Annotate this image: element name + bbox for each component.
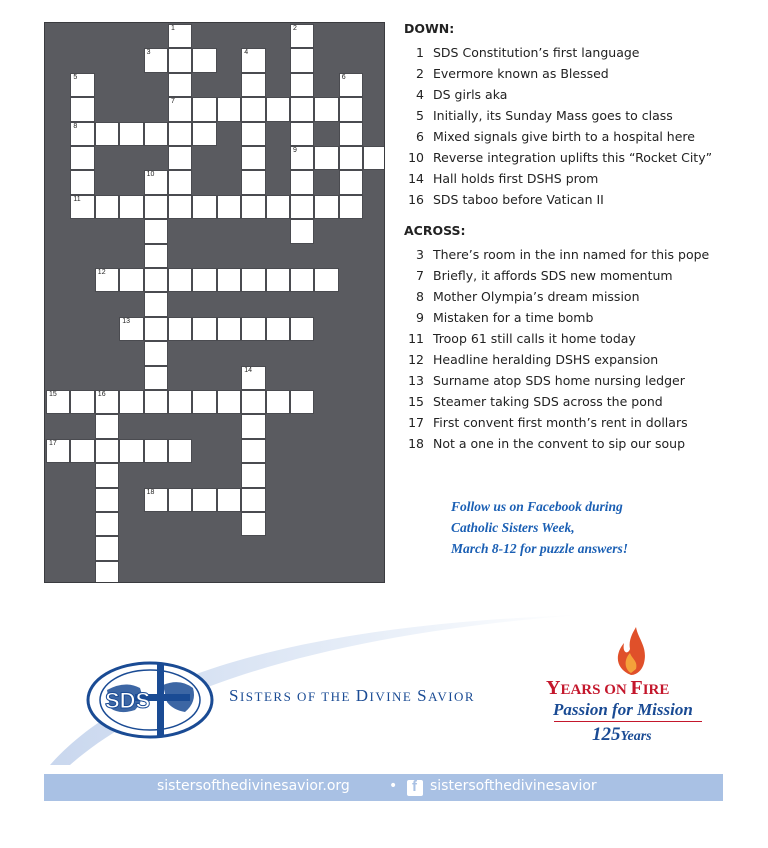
grid-cell[interactable] — [95, 414, 119, 438]
grid-cell[interactable] — [217, 97, 241, 121]
down-clue — [400, 147, 740, 168]
grid-cell[interactable] — [168, 268, 192, 292]
grid-cell[interactable] — [241, 439, 265, 463]
grid-cell[interactable] — [290, 170, 314, 194]
grid-cell[interactable] — [144, 488, 168, 512]
clue-number: 18 — [146, 488, 155, 496]
clue-num: 1 — [416, 45, 424, 60]
grid-cell[interactable] — [95, 561, 119, 583]
grid-cell[interactable] — [144, 195, 168, 219]
across-clue — [400, 433, 740, 454]
grid-cell[interactable] — [168, 97, 192, 121]
grid-cell[interactable] — [70, 195, 94, 219]
grid-cell[interactable] — [266, 390, 290, 414]
grid-cell[interactable] — [119, 317, 143, 341]
passion-for-mission: Passion for Mission — [553, 700, 693, 719]
anniversary-years: 125Years — [592, 724, 652, 745]
grid-cell[interactable] — [241, 195, 265, 219]
across-clue — [400, 370, 740, 391]
clue-number: 11 — [73, 195, 81, 203]
promo-line-3: March 8-12 for puzzle answers! — [451, 541, 629, 556]
grid-cell[interactable] — [290, 48, 314, 72]
grid-cell[interactable] — [363, 146, 385, 170]
footer-bar — [44, 774, 723, 801]
grid-cell[interactable] — [70, 390, 94, 414]
grid-cell[interactable] — [339, 73, 363, 97]
clue-text: Not a one in the convent to sip our soup — [433, 436, 686, 451]
clue-num: 8 — [416, 289, 424, 304]
across-heading: ACROSS: — [404, 223, 466, 238]
grid-cell[interactable] — [290, 195, 314, 219]
clue-number: 8 — [73, 122, 78, 130]
grid-cell[interactable] — [241, 146, 265, 170]
clue-text: Briefly, it affords SDS new momentum — [433, 268, 673, 283]
grid-cell[interactable] — [241, 414, 265, 438]
clue-text: Steamer taking SDS across the pond — [433, 394, 663, 409]
across-clue — [400, 412, 740, 433]
grid-cell[interactable] — [95, 512, 119, 536]
clue-num: 10 — [408, 150, 424, 165]
clue-num: 13 — [408, 373, 424, 388]
grid-cell[interactable] — [192, 317, 216, 341]
clue-text: Surname atop SDS home nursing ledger — [433, 373, 685, 388]
grid-cell[interactable] — [119, 390, 143, 414]
clue-text: Evermore known as Blessed — [433, 66, 609, 81]
grid-cell[interactable] — [314, 268, 338, 292]
grid-cell[interactable] — [168, 317, 192, 341]
clue-number: 9 — [293, 147, 297, 154]
grid-cell[interactable] — [314, 195, 338, 219]
website-link[interactable]: sistersofthedivinesavior.org — [157, 778, 350, 794]
grid-cell[interactable] — [192, 195, 216, 219]
clue-number: 5 — [73, 73, 78, 81]
down-clue — [400, 84, 740, 105]
grid-cell[interactable] — [168, 48, 192, 72]
clue-text: Hall holds first DSHS prom — [433, 171, 599, 186]
clue-text: Headline heralding DSHS expansion — [433, 352, 659, 367]
down-heading: DOWN: — [404, 21, 455, 36]
grid-cell[interactable] — [339, 195, 363, 219]
clue-number: 1 — [171, 25, 175, 32]
grid-cell[interactable] — [290, 97, 314, 121]
clue-num: 9 — [416, 310, 424, 325]
grid-cell[interactable] — [217, 195, 241, 219]
crossword-grid — [44, 22, 385, 583]
clue-number: 6 — [341, 73, 346, 81]
across-clue — [400, 265, 740, 286]
grid-cell[interactable] — [217, 488, 241, 512]
clue-text: SDS Constitution’s first language — [433, 45, 640, 60]
grid-cell[interactable] — [217, 317, 241, 341]
grid-cell[interactable] — [192, 268, 216, 292]
grid-cell[interactable] — [339, 97, 363, 121]
grid-cell[interactable] — [95, 122, 119, 146]
grid-cell[interactable] — [339, 170, 363, 194]
grid-cell[interactable] — [95, 195, 119, 219]
clue-text: SDS taboo before Vatican II — [433, 192, 604, 207]
grid-cell[interactable] — [314, 146, 338, 170]
grid-cell[interactable] — [241, 317, 265, 341]
clue-number: 16 — [97, 391, 106, 398]
grid-cell[interactable] — [266, 195, 290, 219]
clue-num: 17 — [408, 415, 424, 430]
organization-name: SISTERS OF THE DIVINE SAVIOR — [229, 686, 476, 705]
grid-cell[interactable] — [144, 244, 168, 268]
grid-cell[interactable] — [266, 97, 290, 121]
grid-cell[interactable] — [168, 195, 192, 219]
grid-cell[interactable] — [266, 317, 290, 341]
grid-cell[interactable] — [192, 488, 216, 512]
clue-num: 7 — [416, 268, 424, 283]
grid-cell[interactable] — [70, 439, 94, 463]
grid-cell[interactable] — [95, 488, 119, 512]
grid-cell[interactable] — [241, 268, 265, 292]
grid-cell[interactable] — [144, 219, 168, 243]
footer-separator: • — [389, 778, 398, 794]
clue-num: 18 — [408, 436, 424, 451]
clue-num: 14 — [408, 171, 424, 186]
clue-number: 4 — [244, 49, 249, 57]
clue-number: 13 — [122, 317, 130, 325]
clue-num: 16 — [408, 192, 424, 207]
grid-cell[interactable] — [144, 341, 168, 365]
flame-icon — [612, 625, 650, 677]
grid-cell[interactable] — [241, 366, 265, 390]
down-clue — [400, 168, 740, 189]
across-clue — [400, 307, 740, 328]
sds-globe-logo — [85, 660, 215, 740]
clue-text: Mixed signals give birth to a hospital here — [433, 129, 695, 144]
grid-cell[interactable] — [70, 73, 94, 97]
grid-cell[interactable] — [241, 463, 265, 487]
grid-cell[interactable] — [119, 439, 143, 463]
grid-cell[interactable] — [168, 122, 192, 146]
grid-cell[interactable] — [192, 97, 216, 121]
grid-cell[interactable] — [168, 390, 192, 414]
across-clue — [400, 244, 740, 265]
grid-cell[interactable] — [192, 390, 216, 414]
clue-text: Reverse integration uplifts this “Rocket City” — [433, 150, 713, 165]
grid-cell[interactable] — [70, 146, 94, 170]
grid-cell[interactable] — [266, 268, 290, 292]
grid-cell[interactable] — [46, 439, 70, 463]
clue-num: 6 — [416, 129, 424, 144]
grid-cell[interactable] — [217, 390, 241, 414]
grid-cell[interactable] — [290, 317, 314, 341]
grid-cell[interactable] — [70, 97, 94, 121]
promo-line-2: Catholic Sisters Week, — [451, 520, 575, 535]
grid-cell[interactable] — [192, 122, 216, 146]
grid-cell[interactable] — [144, 268, 168, 292]
grid-cell[interactable] — [241, 512, 265, 536]
grid-cell[interactable] — [168, 24, 192, 48]
years-on-fire-title: YEARS ON FIRE — [546, 677, 670, 699]
clue-num: 3 — [416, 247, 424, 262]
clue-text: First convent first month’s rent in dollars — [433, 415, 688, 430]
across-clue — [400, 328, 740, 349]
grid-cell[interactable] — [144, 122, 168, 146]
grid-cell[interactable] — [241, 97, 265, 121]
clue-number: 10 — [146, 171, 155, 179]
grid-cell[interactable] — [168, 146, 192, 170]
clue-num: 5 — [416, 108, 424, 123]
grid-cell[interactable] — [290, 390, 314, 414]
grid-cell[interactable] — [168, 170, 192, 194]
clue-num: 12 — [408, 352, 424, 367]
grid-cell[interactable] — [144, 390, 168, 414]
down-clue — [400, 63, 740, 84]
across-clue — [400, 349, 740, 370]
grid-cell[interactable] — [241, 488, 265, 512]
grid-cell[interactable] — [70, 122, 94, 146]
divider-line — [554, 721, 702, 722]
grid-cell[interactable] — [119, 122, 143, 146]
clue-text: DS girls aka — [433, 87, 508, 102]
grid-cell[interactable] — [339, 122, 363, 146]
grid-cell[interactable] — [290, 73, 314, 97]
grid-cell[interactable] — [168, 73, 192, 97]
grid-cell[interactable] — [241, 390, 265, 414]
grid-cell[interactable] — [70, 170, 94, 194]
clue-num: 2 — [416, 66, 424, 81]
grid-cell[interactable] — [95, 439, 119, 463]
grid-cell[interactable] — [290, 268, 314, 292]
grid-cell[interactable] — [168, 488, 192, 512]
grid-cell[interactable] — [290, 24, 314, 48]
grid-cell[interactable] — [95, 536, 119, 560]
across-clue — [400, 286, 740, 307]
down-clue — [400, 189, 740, 210]
grid-cell[interactable] — [241, 122, 265, 146]
grid-cell[interactable] — [144, 317, 168, 341]
across-clue — [400, 391, 740, 412]
grid-cell[interactable] — [290, 122, 314, 146]
clue-number: 12 — [97, 269, 106, 276]
clue-number: 17 — [49, 439, 57, 447]
clue-number: 3 — [146, 49, 151, 57]
grid-cell[interactable] — [144, 170, 168, 194]
grid-cell[interactable] — [95, 390, 119, 414]
clue-number: 14 — [244, 366, 252, 374]
grid-cell[interactable] — [339, 146, 363, 170]
down-clue — [400, 42, 740, 63]
grid-cell[interactable] — [241, 73, 265, 97]
clue-number: 15 — [49, 391, 57, 398]
clue-number: 2 — [293, 25, 297, 32]
grid-cell[interactable] — [192, 48, 216, 72]
down-clue — [400, 105, 740, 126]
grid-cell[interactable] — [144, 366, 168, 390]
grid-cell[interactable] — [241, 170, 265, 194]
promo-line-1: Follow us on Facebook during — [451, 499, 623, 514]
clue-number: 7 — [171, 98, 175, 106]
grid-cell[interactable] — [290, 146, 314, 170]
clue-text: Troop 61 still calls it home today — [433, 331, 636, 346]
grid-cell[interactable] — [314, 97, 338, 121]
grid-cell[interactable] — [144, 292, 168, 316]
clue-num: 4 — [416, 87, 424, 102]
clue-text: Mother Olympia’s dream mission — [433, 289, 640, 304]
grid-cell[interactable] — [217, 268, 241, 292]
clue-text: Mistaken for a time bomb — [433, 310, 594, 325]
grid-cell[interactable] — [168, 439, 192, 463]
grid-cell[interactable] — [46, 390, 70, 414]
clue-num: 11 — [408, 331, 424, 346]
facebook-handle-link[interactable]: sistersofthedivinesavior — [430, 778, 597, 794]
grid-cell[interactable] — [241, 48, 265, 72]
clue-text: There’s room in the inn named for this pope — [433, 247, 710, 262]
grid-cell[interactable] — [119, 268, 143, 292]
clue-num: 15 — [408, 394, 424, 409]
grid-cell[interactable] — [95, 463, 119, 487]
down-clue — [400, 126, 740, 147]
grid-cell[interactable] — [144, 48, 168, 72]
grid-cell[interactable] — [144, 439, 168, 463]
grid-cell[interactable] — [95, 268, 119, 292]
sds-badge-text: SDS — [105, 688, 151, 713]
clue-text: Initially, its Sunday Mass goes to class — [433, 108, 673, 123]
grid-cell[interactable] — [119, 195, 143, 219]
grid-cell[interactable] — [290, 219, 314, 243]
facebook-icon[interactable]: f — [407, 780, 423, 796]
